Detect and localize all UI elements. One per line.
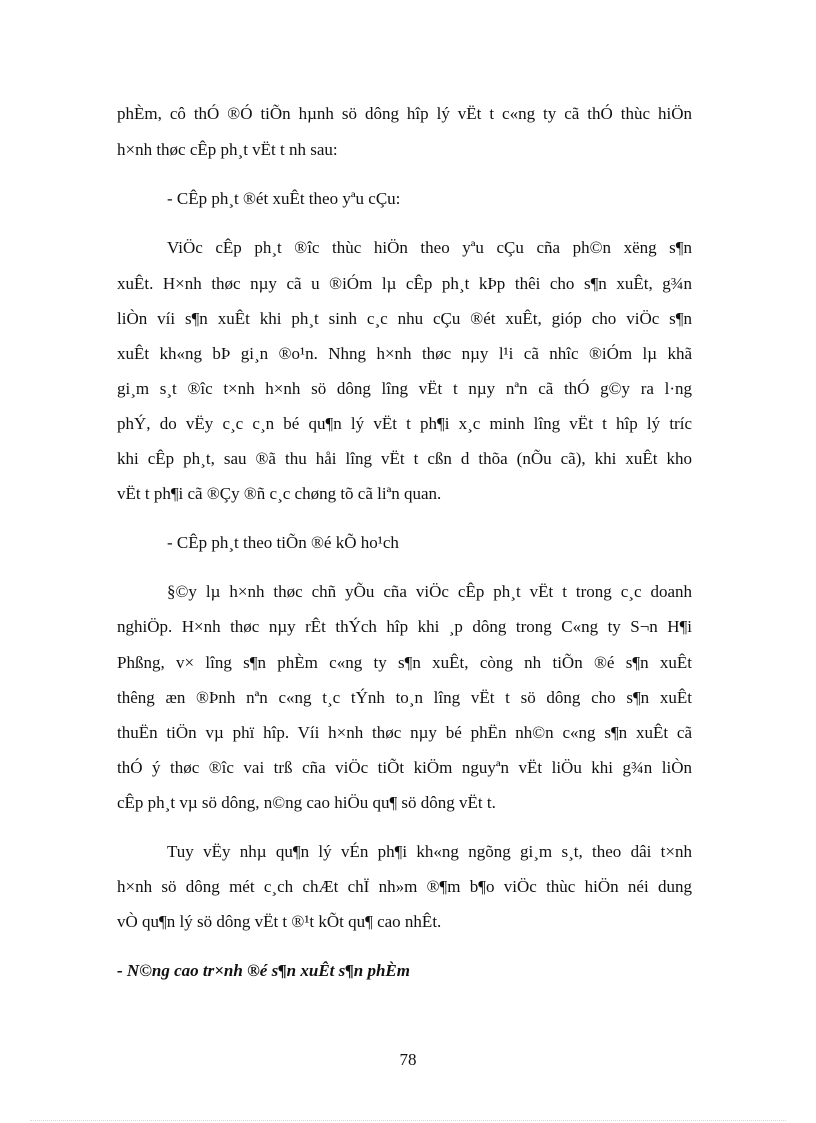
text-line: h×nh thøc cÊp ph¸t vËt t nh sau:: [117, 140, 338, 159]
text-line: ViÖc cÊp ph¸t ®îc thùc hiÖn theo yªu cÇu cña ph©n xëng s¶n: [167, 238, 692, 257]
text-line: xuÊt kh«ng bÞ gi¸n ®o¹n. Nhng h×nh thøc nµy l¹i cã nhîc ®iÓm lµ khã: [117, 344, 692, 363]
text-line: h×nh sö dông mét c¸ch chÆt chÏ nh»m ®¶m b¶o viÖc thùc hiÖn néi dung: [117, 877, 692, 896]
text-line: Phßng, v× lîng s¶n phÈm c«ng ty s¶n xuÊt, còng nh tiÕn ®é s¶n xuÊt: [117, 653, 692, 672]
text-line: gi¸m s¸t ®îc t×nh h×nh sö dông lîng vËt t nµy nªn cã thÓ g©y ra l·ng: [117, 379, 692, 398]
text-line: Tuy vËy nhµ qu¶n lý vÉn ph¶i kh«ng ngõng gi¸m s¸t, theo dâi t×nh: [167, 842, 692, 861]
text-line: nghiÖp. H×nh thøc nµy rÊt thÝch hîp khi ¸p dông trong C«ng ty S¬n H¶i: [117, 617, 692, 636]
list-item-heading: - CÊp ph¸t ®ét xuÊt theo yªu cÇu:: [167, 189, 401, 208]
section-heading: - N©ng cao tr×nh ®é s¶n xuÊt s¶n phÈm: [117, 961, 410, 980]
text-line: vÒ qu¶n lý sö dông vËt t ®¹t kÕt qu¶ cao nhÊt.: [117, 912, 442, 931]
footer-divider: [30, 1120, 786, 1121]
text-line: liÒn víi s¶n xuÊt khi ph¸t sinh c¸c nhu cÇu ®ét xuÊt, gióp cho viÖc s¶n: [117, 309, 692, 328]
text-line: thêng æn ®Þnh nªn c«ng t¸c tÝnh to¸n lîng vËt t sö dông cho s¶n xuÊt: [117, 688, 692, 707]
text-line: thÓ ý thøc ®îc vai trß cña viÖc tiÕt kiÖm nguyªn vËt liÖu khi g¾n liÒn: [117, 758, 692, 777]
text-line: phÈm, cô thÓ ®Ó tiÕn hµnh sö dông hîp lý vËt t c«ng ty cã thÓ thùc hiÖn: [117, 104, 692, 123]
text-line: xuÊt. H×nh thøc nµy cã u ®iÓm lµ cÊp ph¸t kÞp thêi cho s¶n xuÊt, g¾n: [117, 274, 692, 293]
text-line: phÝ, do vËy c¸c c¸n bé qu¶n lý vËt t ph¶i x¸c minh lîng vËt t hîp lý tríc: [117, 414, 692, 433]
text-line: vËt t ph¶i cã ®Çy ®ñ c¸c chøng tõ cã liªn quan.: [117, 484, 442, 503]
page-number: 78: [399, 1050, 417, 1069]
text-line: §©y lµ h×nh thøc chñ yÕu cña viÖc cÊp ph¸t vËt t trong c¸c doanh: [167, 582, 692, 601]
list-item-heading: - CÊp ph¸t theo tiÕn ®é kÕ ho¹ch: [167, 533, 399, 552]
text-line: khi cÊp ph¸t, sau ®ã thu håi lîng vËt t cßn d thõa (nÕu cã), khi xuÊt kho: [117, 449, 692, 468]
text-line: thuËn tiÖn vµ phï hîp. Víi h×nh thøc nµy bé phËn nh©n c«ng s¶n xuÊt cã: [117, 723, 692, 742]
text-line: cÊp ph¸t vµ sö dông, n©ng cao hiÖu qu¶ sö dông vËt t.: [117, 793, 496, 812]
